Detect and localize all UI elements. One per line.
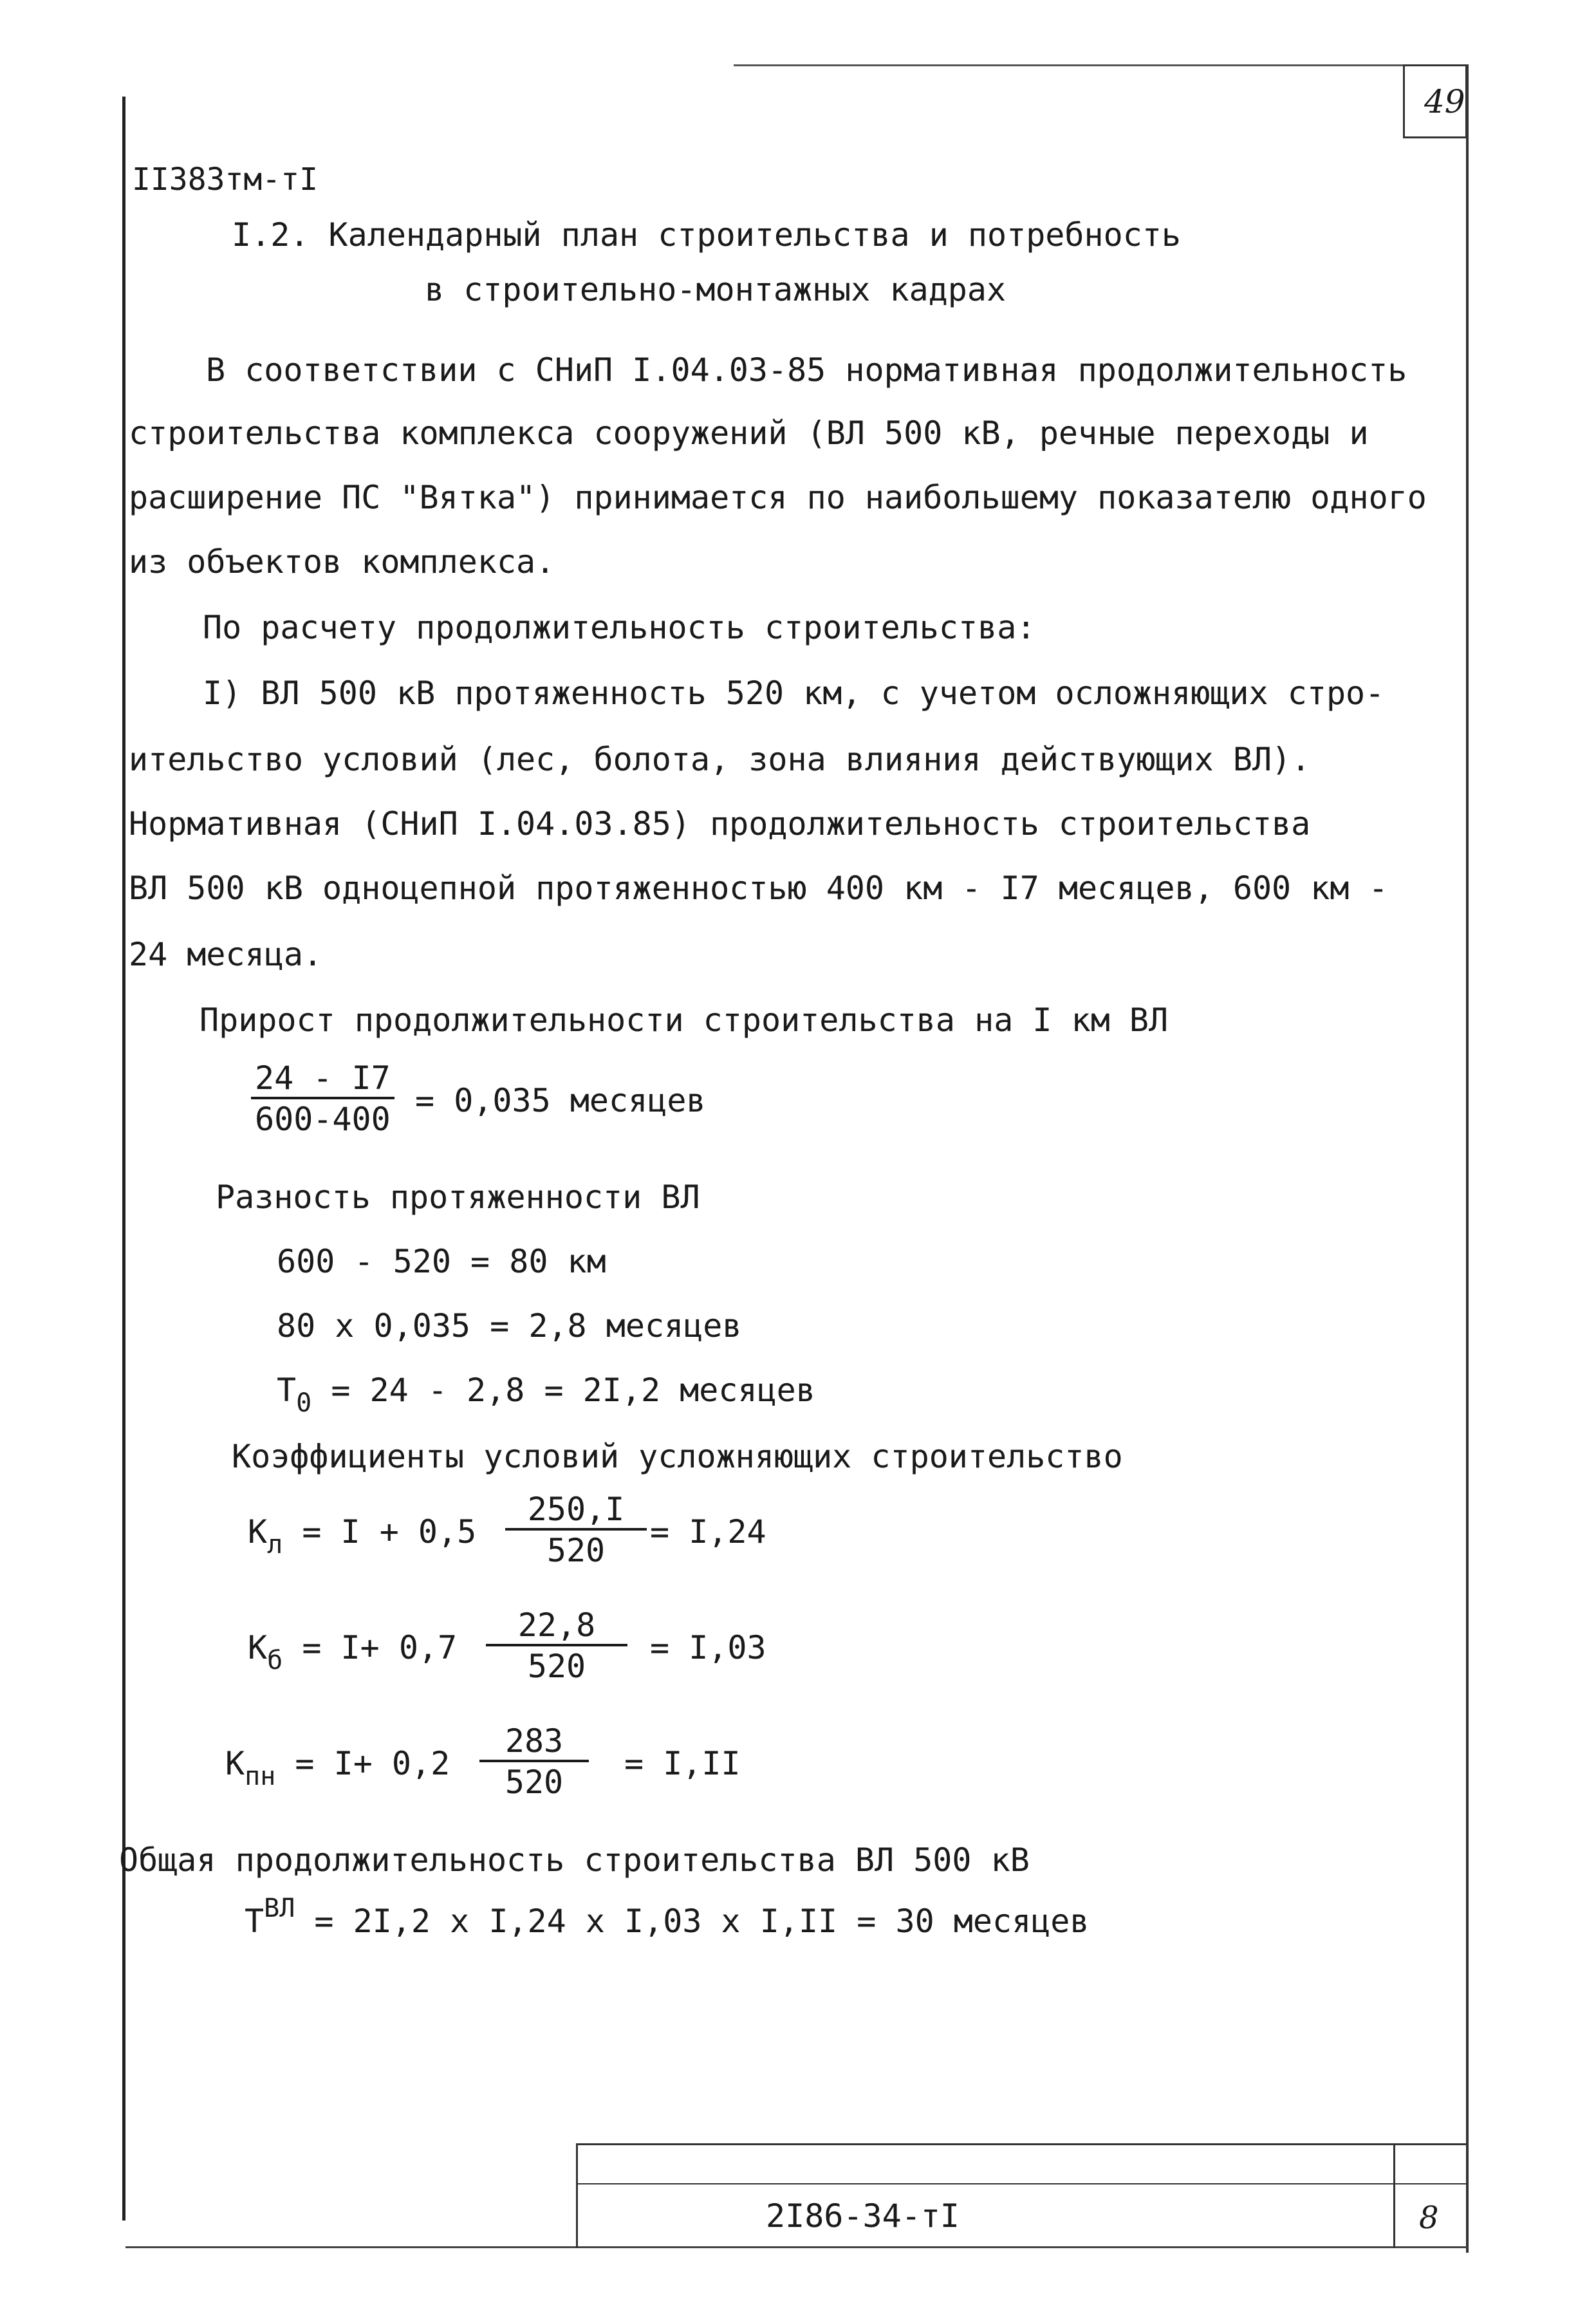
footer-doc-code: 2I86-34-тI	[766, 2197, 960, 2235]
title-block-divider	[576, 2183, 1467, 2184]
coef-forest	[248, 1513, 477, 1560]
total-sup: ВЛ	[264, 1894, 295, 1923]
p6-text: Коэффициенты условий усложняющих строительство	[232, 1438, 1123, 1475]
p3-line5: 24 месяца.	[129, 936, 323, 973]
p3-line4: ВЛ 500 кВ одноцепной протяженностью 400 км - I7 месяцев, 600 км -	[129, 870, 1388, 907]
page-number: 49	[1424, 83, 1465, 120]
coef-lines-sub: пн	[245, 1762, 276, 1791]
p3-line1: I) ВЛ 500 кВ протяженность 520 км, с учетом осложняющих стро-	[203, 675, 1385, 712]
coef-lines-expr: = I+ 0,2	[295, 1745, 450, 1782]
page-number-box	[1403, 64, 1467, 138]
coef-forest-sym: K	[248, 1513, 268, 1551]
total-sym: T	[245, 1903, 264, 1940]
calc-line1: 600 - 520 = 80 км	[277, 1243, 606, 1280]
fraction-increment	[251, 1059, 394, 1138]
p2-text: По расчету продолжительность строительства:	[203, 609, 1036, 646]
calc-line3-rest: = 24 - 2,8 = 2I,2 месяцев	[331, 1372, 815, 1409]
footer-sheet-number: 8	[1419, 2200, 1439, 2236]
p4-text: Прирост продолжительности строительства на I км ВЛ	[200, 1001, 1169, 1039]
p1-line4: из объектов комплекса.	[129, 543, 555, 581]
total-duration	[245, 1894, 1090, 1940]
title-block-sheet-divider	[1393, 2143, 1395, 2248]
coef-lines-den: 520	[505, 1764, 564, 1801]
p1-line3: расширение ПС "Вятка") принимается по наибольшему показателю одного	[129, 479, 1427, 516]
coef-forest-sub: л	[267, 1530, 283, 1560]
coef-forest-num: 250,I	[505, 1493, 647, 1531]
coef-forest-expr: = I + 0,5	[302, 1513, 477, 1551]
coef-lines-num: 283	[479, 1725, 589, 1762]
coef-lines	[225, 1745, 450, 1791]
fraction-increment-num: 24 - I7	[251, 1062, 394, 1099]
coef-swamp	[248, 1629, 458, 1675]
section-title-line1: I.2. Календарный план строительства и потребность	[232, 216, 1182, 254]
p5-text: Разность протяженности ВЛ	[216, 1178, 700, 1216]
coef-swamp-sub: б	[267, 1646, 283, 1675]
p1-line2: строительства комплекса сооружений (ВЛ 500 кВ, речные переходы и	[129, 414, 1369, 452]
coef-forest-result: = I,24	[650, 1513, 766, 1551]
calc-line2: 80 x 0,035 = 2,8 месяцев	[277, 1307, 742, 1345]
coef-lines-sym: K	[225, 1745, 245, 1782]
calc-line3	[277, 1372, 815, 1418]
coef-swamp-num: 22,8	[486, 1609, 627, 1646]
calc-line3-sym: T	[277, 1372, 297, 1409]
p3-line2: ительство условий (лес, болота, зона влияния действующих ВЛ).	[129, 741, 1311, 778]
coef-swamp-expr: = I+ 0,7	[302, 1629, 458, 1666]
p7-text: Общая продолжительность строительства ВЛ 500 кВ	[119, 1841, 1030, 1879]
coef-lines-fraction	[479, 1722, 589, 1801]
doc-code-header: II383тм-тI	[132, 162, 318, 198]
coef-lines-result: = I,II	[624, 1745, 741, 1782]
p1-line1: В соответствии с СНиП I.04.03-85 нормативная продолжительность	[206, 351, 1407, 389]
section-title-line2: в строительно-монтажных кадрах	[425, 271, 1007, 308]
frame-top-border	[734, 64, 1467, 66]
coef-swamp-den: 520	[527, 1648, 586, 1685]
frame-right-border	[1466, 64, 1469, 2253]
coef-swamp-fraction	[486, 1607, 627, 1685]
fraction-increment-den: 600-400	[255, 1101, 391, 1138]
calc-line3-sub: 0	[296, 1388, 312, 1418]
title-block	[576, 2143, 1467, 2248]
fraction-increment-result: = 0,035 месяцев	[415, 1082, 706, 1119]
coef-forest-den: 520	[546, 1532, 606, 1569]
total-rest: = 2I,2 x I,24 x I,03 x I,II = 30 месяцев	[314, 1903, 1090, 1940]
frame-left-border	[122, 97, 125, 2221]
coef-swamp-sym: K	[248, 1629, 268, 1666]
coef-forest-fraction	[505, 1493, 647, 1567]
p3-line3: Нормативная (СНиП I.04.03.85) продолжительность строительства	[129, 805, 1311, 843]
coef-swamp-result: = I,03	[650, 1629, 766, 1666]
